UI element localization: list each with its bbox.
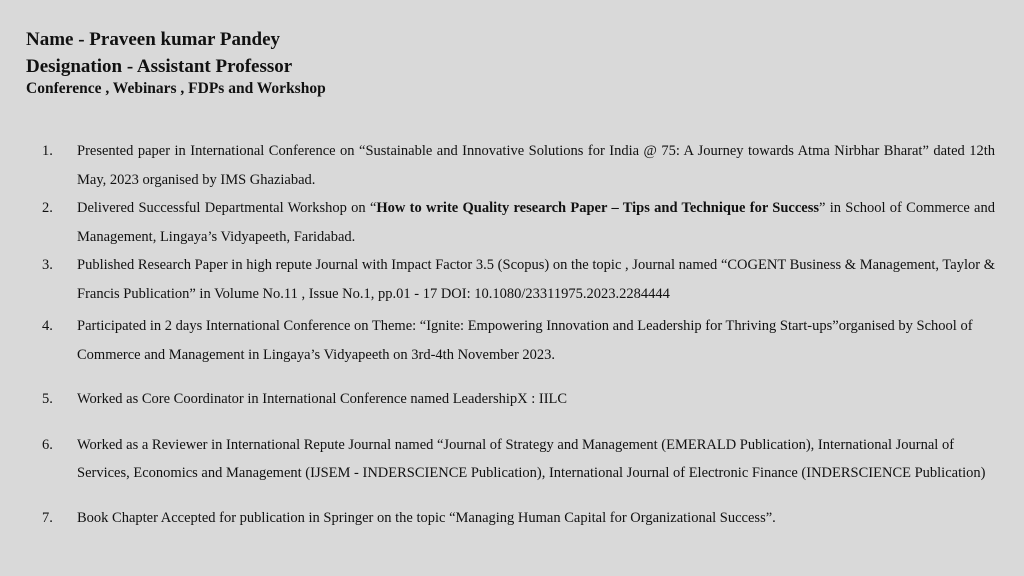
header bbox=[26, 26, 326, 98]
item-text-after: ” in School of Commerce and Management, Lingaya’s Vidyapeeth, Faridabad. bbox=[77, 200, 995, 245]
list-item bbox=[42, 312, 995, 369]
workshop-title-bold: How to write Quality research Paper – Tips and Technique for Success bbox=[376, 200, 819, 216]
item-text: Worked as Core Coordinator in International Conference named LeadershipX : IILC bbox=[77, 391, 568, 407]
item-number: 1. bbox=[42, 143, 53, 159]
item-text: Presented paper in International Conference on “Sustainable and Innovative Solutions for India @ 75: A Journey towards Atma Nirbhar Bharat” dated 12th May, 2023 organised by IMS Ghaziabad. bbox=[77, 143, 995, 188]
item-number: 2. bbox=[42, 200, 53, 216]
item-text: Book Chapter Accepted for publication in Springer on the topic “Managing Human Capital for Organizational Success”. bbox=[77, 509, 776, 526]
name-heading: Name - Praveen kumar Pandey bbox=[26, 29, 281, 50]
section-subtitle: Conference , Webinars , FDPs and Workshop bbox=[26, 80, 326, 97]
item-text-before: Delivered Successful Departmental Workshop on “ bbox=[77, 200, 377, 216]
list-item bbox=[42, 137, 995, 194]
list-item bbox=[42, 194, 995, 251]
list-item bbox=[42, 431, 995, 488]
item-text: Worked as a Reviewer in International Repute Journal named “Journal of Strategy and Management (EMERALD Publication), International Journal of Services, Economics and Management (IJSEM - INDERSCIENCE Publication), International Journal of Electronic Finance (INDERSCIENCE Publication) bbox=[77, 436, 986, 481]
achievements-list bbox=[42, 137, 995, 532]
list-item bbox=[42, 251, 995, 308]
list-item bbox=[42, 504, 995, 533]
item-text bbox=[77, 194, 995, 251]
item-number: 5. bbox=[42, 391, 53, 407]
designation-heading: Designation - Assistant Professor bbox=[26, 56, 293, 77]
item-number: 6. bbox=[42, 436, 53, 453]
item-number: 3. bbox=[42, 257, 53, 273]
item-text: Published Research Paper in high repute Journal with Impact Factor 3.5 (Scopus) on the topic , Journal named “COGENT Business & Management, Taylor & Francis Publication” in Volume No.11 , Issue No.1, pp.01 - 17 DOI: 10.1080/23311975.2023.2284444 bbox=[77, 257, 995, 302]
item-number: 7. bbox=[42, 509, 53, 526]
list-item bbox=[42, 385, 995, 414]
item-text: Participated in 2 days International Conference on Theme: “Ignite: Empowering Innovation and Leadership for Thriving Start-ups”organised by School of Commerce and Management in Lingaya’s Vidyapeeth on 3rd-4th November 2023. bbox=[77, 318, 973, 363]
item-number: 4. bbox=[42, 318, 53, 334]
